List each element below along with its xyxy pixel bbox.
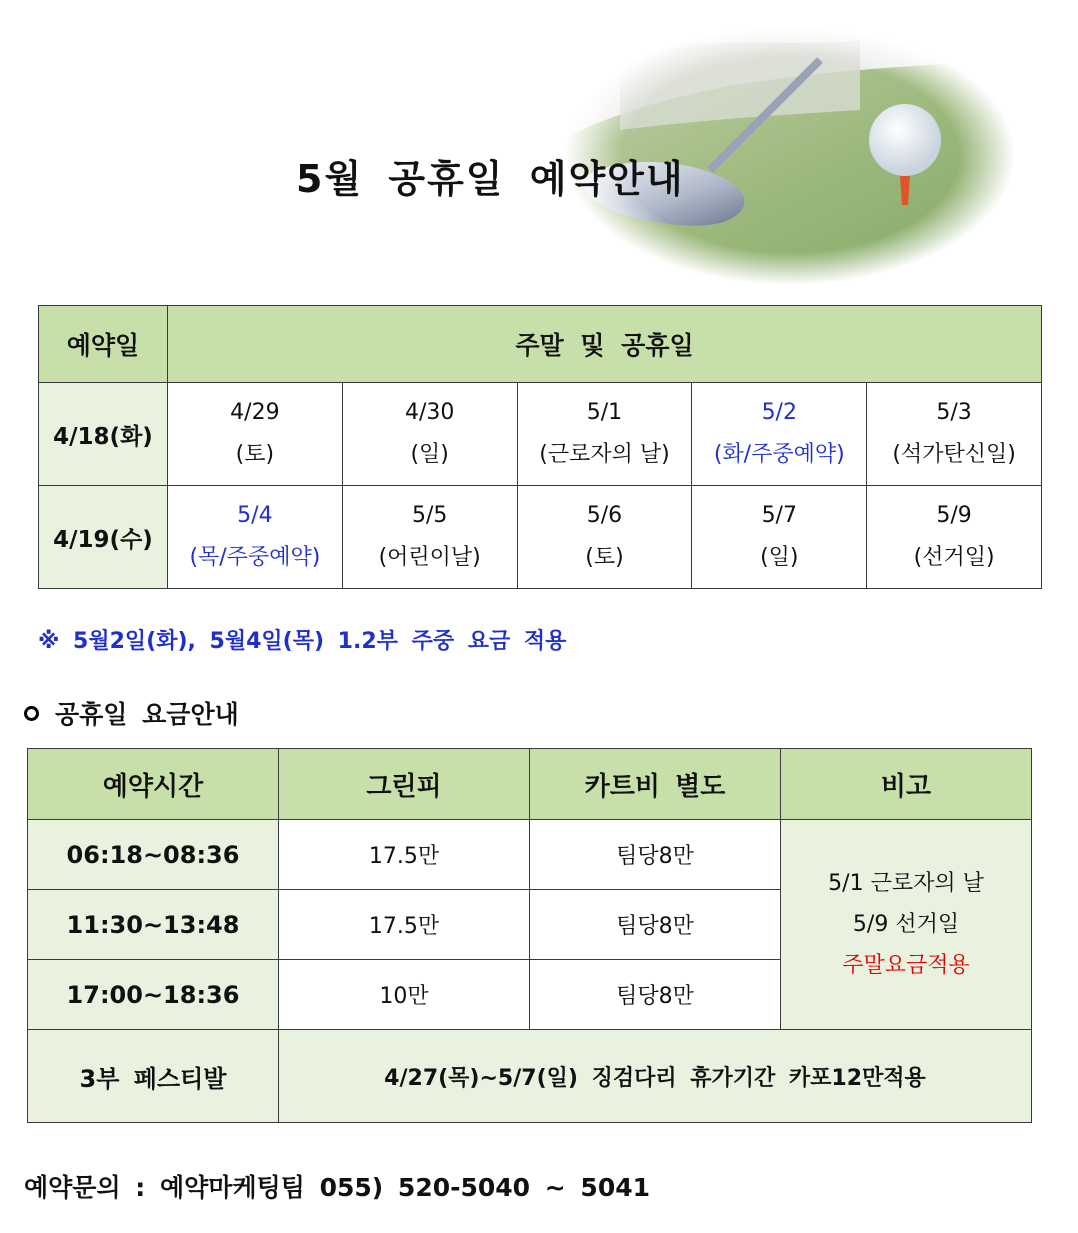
- holiday-date: 4/30: [404, 400, 455, 425]
- holiday-date: 4/29: [230, 400, 280, 425]
- holiday-date: 5/2: [761, 400, 797, 425]
- cart-fee-cell: 팀당8만: [530, 960, 781, 1030]
- cart-fee-header: 카트비 별도: [530, 749, 781, 820]
- holiday-cell: [342, 383, 517, 486]
- reserve-day-header: 예약일: [39, 306, 168, 383]
- remark-weekend-rate: 주말요금적용: [842, 953, 970, 978]
- remark-line: 5/1 근로자의 날: [828, 871, 984, 896]
- festival-label: 3부 페스티발: [28, 1030, 279, 1123]
- holiday-cell: [867, 383, 1042, 486]
- holiday-cell: [692, 486, 867, 589]
- table-row: [39, 383, 1042, 486]
- reserve-day-cell: 4/18(화): [39, 383, 168, 486]
- holiday-label: (화/주중예약): [713, 442, 845, 467]
- reserve-day-cell: 4/19(수): [39, 486, 168, 589]
- holiday-label: (석가탄신일): [892, 442, 1016, 467]
- holiday-cell: [517, 486, 692, 589]
- cart-fee-cell: 팀당8만: [530, 820, 781, 890]
- green-fee-cell: 17.5만: [279, 820, 530, 890]
- holiday-label: (일): [760, 545, 799, 570]
- remark-line: 5/9 선거일: [852, 912, 960, 937]
- holiday-cell: [517, 383, 692, 486]
- holiday-cell: [342, 486, 517, 589]
- fee-table: [27, 748, 1032, 1123]
- fee-section-title-text: 공휴일 요금안내: [55, 700, 239, 729]
- time-cell: 17:00~18:36: [28, 960, 279, 1030]
- holiday-label: (일): [410, 442, 449, 467]
- holiday-date: 5/5: [411, 503, 448, 528]
- holiday-date: 5/6: [586, 503, 623, 528]
- weekday-rate-note: ※ 5월2일(화), 5월4일(목) 1.2부 주중 요금 적용: [38, 629, 567, 654]
- contact-info: 예약문의 : 예약마케팅팀 055) 520-5040 ~ 5041: [24, 1173, 650, 1202]
- time-cell: 06:18~08:36: [28, 820, 279, 890]
- holiday-date: 5/7: [761, 503, 797, 528]
- circle-bullet-icon: [24, 706, 39, 721]
- festival-row: [28, 1030, 1032, 1123]
- remark-header: 비고: [781, 749, 1032, 820]
- holiday-cell: [167, 383, 342, 486]
- holiday-date: 5/1: [586, 400, 623, 425]
- green-fee-cell: 10만: [279, 960, 530, 1030]
- holiday-label: (토): [235, 442, 275, 467]
- reservation-schedule-table: [38, 305, 1042, 589]
- holiday-date: 5/3: [936, 400, 972, 425]
- holiday-label: (선거일): [913, 545, 995, 570]
- page-title: 5월 공휴일 예약안내: [296, 157, 685, 201]
- table-row: [28, 820, 1032, 890]
- table-row: [39, 486, 1042, 589]
- festival-description: 4/27(목)~5/7(일) 징검다리 휴가기간 카포12만적용: [279, 1030, 1032, 1123]
- time-header: 예약시간: [28, 749, 279, 820]
- holiday-date: 5/4: [237, 503, 273, 528]
- green-fee-cell: 17.5만: [279, 890, 530, 960]
- reservation-header-row: [39, 306, 1042, 383]
- holiday-cell-weekday-rate: [692, 383, 867, 486]
- cart-fee-cell: 팀당8만: [530, 890, 781, 960]
- green-fee-header: 그린피: [279, 749, 530, 820]
- holiday-date: 5/9: [936, 503, 972, 528]
- fee-header-row: [28, 749, 1032, 820]
- fee-section-title: [24, 695, 239, 731]
- time-cell: 11:30~13:48: [28, 890, 279, 960]
- remark-cell: [781, 820, 1032, 1030]
- holidays-header: 주말 및 공휴일: [167, 306, 1041, 383]
- holiday-label: (어린이날): [378, 545, 481, 570]
- holiday-label: (목/주중예약): [189, 545, 321, 570]
- holiday-cell-weekday-rate: [167, 486, 342, 589]
- holiday-label: (토): [585, 545, 624, 570]
- holiday-label: (근로자의 날): [539, 442, 670, 467]
- holiday-cell: [867, 486, 1042, 589]
